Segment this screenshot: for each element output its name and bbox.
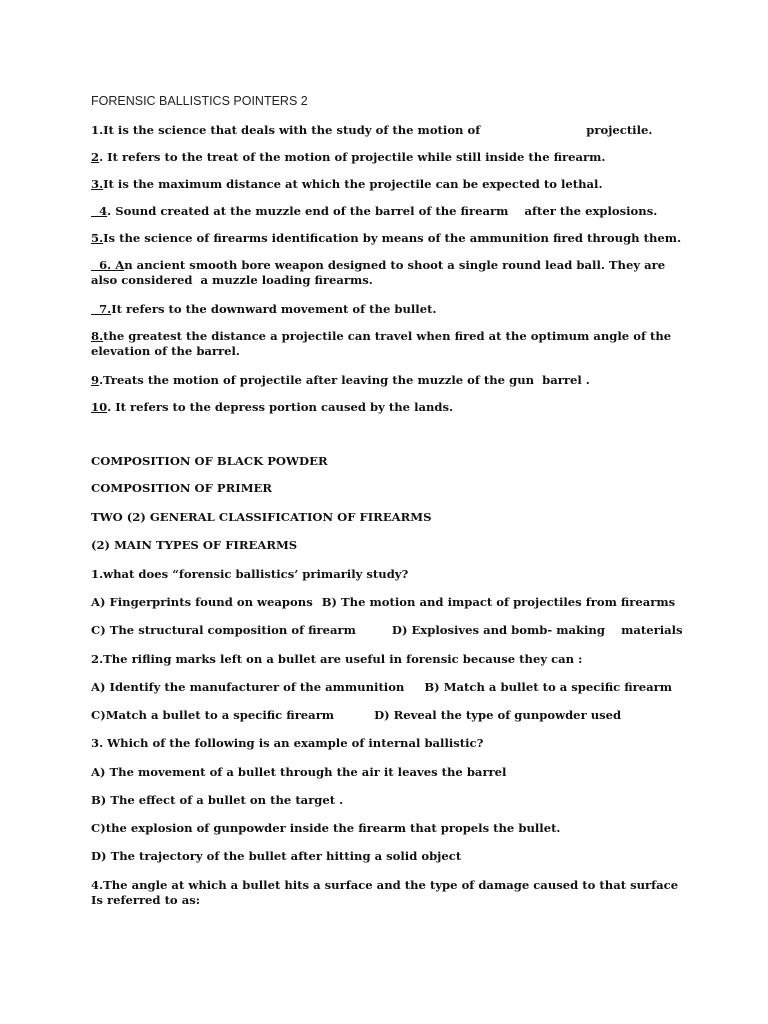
question-3-option-a: A) The movement of a bullet through the air it leaves the barrel [91,765,507,779]
pointer-number: 4 [99,204,108,218]
heading-primer: COMPOSITION OF PRIMER [91,481,273,495]
question-1: 1.what does “forensic ballistics’ primarily study? [91,567,409,581]
question-2-options-ab [91,680,691,695]
pointer-text: the greatest the distance a projectile can travel when fired at the optimum angle of the elevation of the barrel. [91,329,672,358]
option-c: C) The structural composition of firearm [91,623,356,637]
pointer-text: n ancient smooth bore weapon designed to shoot a single round lead ball. They are also considered a muzzle loading firearms. [91,258,670,287]
pointer-text: It is the maximum distance at which the projectile can be expected to lethal. [103,177,603,191]
option-d: D) Explosives and bomb- making materials [391,623,683,637]
pointer-10 [91,400,691,415]
pointer-7 [91,302,691,317]
pointer-number: 2 [91,150,100,164]
pointer-2 [91,150,691,165]
pointer-number: 10 [91,400,108,414]
pointer-text: Is the science of firearms identification by means of the ammunition fired through them. [103,231,682,245]
pointer-number: 3. [91,177,104,191]
pointer-6 [91,258,691,288]
question-3: 3. Which of the following is an example of internal ballistic? [91,736,484,750]
option-b: B) Match a bullet to a specific firearm [424,680,673,694]
pointer-number: 1. [91,123,104,137]
document-title: FORENSIC BALLISTICS POINTERS 2 [91,94,308,108]
pointer-number: 8. [91,329,104,343]
option-d: D) Reveal the type of gunpowder used [374,708,622,722]
pointer-number-pad [91,302,99,316]
question-2: 2.The rifling marks left on a bullet are useful in forensic because they can : [91,652,583,666]
option-b: B) The motion and impact of projectiles from firearms [321,595,676,609]
pointer-text: . Sound created at the muzzle end of the barrel of the firearm after the explosions. [107,204,658,218]
pointer-text: . It refers to the treat of the motion of projectile while still inside the firearm. [99,150,606,164]
pointer-text: It refers to the downward movement of the bullet. [111,302,437,316]
question-3-option-b: B) The effect of a bullet on the target . [91,793,344,807]
question-3-option-d: D) The trajectory of the bullet after hitting a solid object [91,849,462,863]
heading-black-powder: COMPOSITION OF BLACK POWDER [91,454,328,468]
heading-classification: TWO (2) GENERAL CLASSIFICATION OF FIREARMS [91,510,432,524]
question-1-options-cd [91,623,691,638]
pointer-text: .Treats the motion of projectile after leaving the muzzle of the gun barrel . [99,373,590,387]
pointer-tail: projectile. [586,123,653,137]
pointer-text: It is the science that deals with the study of the motion of [103,123,481,137]
heading-main-types: (2) MAIN TYPES OF FIREARMS [91,538,298,552]
pointer-number: 9 [91,373,100,387]
question-1-options-ab [91,595,691,610]
pointer-4 [91,204,691,219]
question-4: 4.The angle at which a bullet hits a surface and the type of damage caused to that surface Is referred to as: [91,878,679,907]
option-a: A) Fingerprints found on weapons [91,595,313,609]
option-c: C)Match a bullet to a specific firearm [91,708,335,722]
pointer-number-pad [91,258,99,272]
pointer-number: 7. [99,302,112,316]
question-3-option-c: C)the explosion of gunpowder inside the firearm that propels the bullet. [91,821,561,835]
pointer-3 [91,177,691,192]
pointer-number: 6. A [99,258,125,272]
pointer-text: . It refers to the depress portion caused by the lands. [107,400,454,414]
option-a: A) Identify the manufacturer of the ammunition [91,680,405,694]
question-2-options-cd [91,708,691,723]
pointer-8 [91,329,691,359]
pointer-number: 5. [91,231,104,245]
pointer-5 [91,231,691,246]
pointer-9 [91,373,691,388]
pointer-1 [91,123,691,138]
pointer-number-pad [91,204,99,218]
